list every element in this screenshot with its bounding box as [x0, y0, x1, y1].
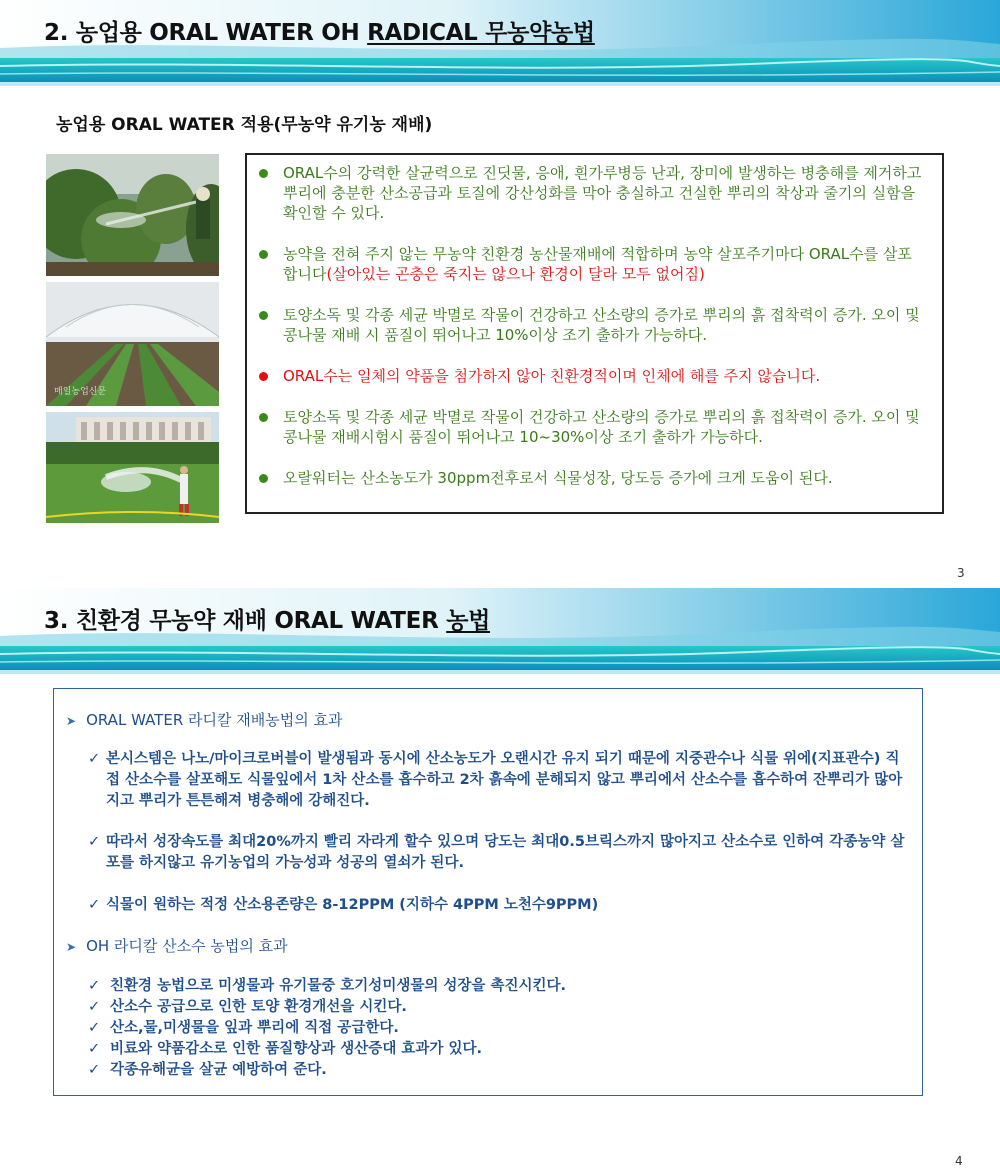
checklist-item: ✓ 비료와 약품감소로 인한 품질향상과 생산증대 효과가 있다. [88, 1041, 482, 1057]
checkmark-icon: ✓ [88, 978, 101, 994]
checkmark-icon: ✓ [88, 897, 101, 913]
arrowhead-right-icon: ➤ [66, 940, 77, 954]
checklist-item: ✓ 산소,물,미생물을 잎과 뿌리에 직접 공급한다. [88, 1020, 399, 1036]
bullet-item: 오랄워터는 산소농도가 30ppm전후로서 식물성장, 당도등 증가에 크게 도움이 된다. [255, 468, 926, 488]
section-subtitle: 농업용 ORAL WATER 적용(무농약 유기농 재배) [56, 115, 433, 135]
effects-content-box [53, 688, 923, 1096]
bullet-item: 토양소독 및 각종 세균 박멸로 작물이 건강하고 산소량의 증가로 뿌리의 흙 접착력이 증가. 오이 및 콩나물 재배 시 품질이 뛰어나고 10%이상 조기 출하가 가능하다. [255, 305, 926, 345]
bullet-dot-icon [259, 372, 268, 381]
bullet-item: 토양소독 및 각종 세균 박멸로 작물이 건강하고 산소량의 증가로 뿌리의 흙 접착력이 증가. 오이 및 콩나물 재배시험시 품질이 뛰어나고 10~30%이상 조기 출하가 가능하다. [255, 407, 926, 447]
checklist-item: ✓ 식물이 원하는 적정 산소용존량은 8-12PPM (지하수 4PPM 노천수9PPM) [88, 895, 908, 916]
field-spraying-photo [46, 412, 219, 523]
bullet-dot-icon [259, 474, 268, 483]
checkmark-icon: ✓ [88, 1062, 101, 1078]
checkmark-icon: ✓ [88, 751, 101, 767]
greenhouse-crops-photo [46, 282, 219, 406]
orchard-spraying-photo [46, 154, 219, 276]
bullet-item: ORAL수의 강력한 살균력으로 진딧물, 응애, 흰가루병등 난과, 장미에 발생하는 병충해를 제거하고 뿌리에 충분한 산소공급과 토질에 강산성화를 막아 충실하고 건실한 뿌리의 착상과 줄기의 실함을 확인할 수 있다. [255, 163, 926, 223]
checklist-item: ✓ 본시스템은 나노/마이크로버블이 발생됨과 동시에 산소농도가 오랜시간 유지 되기 때문에 지중관수나 식물 위에(지표관수) 직접 산소수를 살포해도 식물잎에서 1차 산소를 흡수하고 2차 흙속에 분해되지 않고 뿌리에서 산소수를 흡수하여 잔뿌리가 많아지고 뿌리가 튼튼해져 병충해에 강해진다. [88, 751, 903, 809]
bullet-item: 농약을 전혀 주지 않는 무농약 친환경 농산물재배에 적합하며 농약 살포주기마다 ORAL수를 살포합니다(살아있는 곤충은 죽지는 않으나 환경이 달라 모두 없어짐) [255, 244, 926, 284]
page-number: 3 [957, 566, 965, 580]
checkmark-icon: ✓ [88, 1041, 101, 1057]
slide-header-banner [0, 588, 1000, 680]
page-number: 4 [955, 1154, 963, 1168]
checklist-item: ✓ 따라서 성장속도를 최대20%까지 빨리 자라게 할수 있으며 당도는 최대0.5브릭스까지 많아지고 산소수로 인하여 각종농약 살포를 하지않고 유기농업의 가능성과 성공의 열쇠가 된다. [88, 834, 905, 871]
arrowhead-right-icon: ➤ [66, 714, 77, 728]
bullet-dot-icon [259, 311, 268, 320]
section-heading-oh-radical: ➤ OH 라디칼 산소수 농법의 효과 [66, 937, 288, 955]
slide-4 [0, 588, 1000, 1176]
checkmark-icon: ✓ [88, 999, 101, 1015]
checklist-item: ✓ 산소수 공급으로 인한 토양 환경개선을 시킨다. [88, 999, 407, 1015]
photo-watermark: 매일농업신문 [54, 387, 107, 397]
slide-title: 3. 친환경 무농약 재배 ORAL WATER 농법 [44, 608, 491, 634]
checklist-item: ✓ 각종유해균을 살균 예방하여 준다. [88, 1062, 327, 1078]
slide-title: 2. 농업용 ORAL WATER OH RADICAL 무농약농법 [44, 20, 595, 46]
benefits-bullet-box [245, 153, 944, 514]
bullet-dot-icon [259, 169, 268, 178]
checkmark-icon: ✓ [88, 1020, 101, 1036]
checkmark-icon: ✓ [88, 834, 101, 850]
bullet-dot-icon [259, 250, 268, 259]
bullet-item-highlight: ORAL수는 일체의 약품을 첨가하지 않아 친환경적이며 인체에 해를 주지 않습니다. [255, 366, 926, 386]
checklist-item: ✓ 친환경 농법으로 미생물과 유기물중 호기성미생물의 성장을 촉진시킨다. [88, 978, 567, 994]
slide-header-banner [0, 0, 1000, 92]
bullet-dot-icon [259, 413, 268, 422]
section-heading-radical-cultivation: ➤ ORAL WATER 라디칼 재배농법의 효과 [66, 711, 343, 729]
